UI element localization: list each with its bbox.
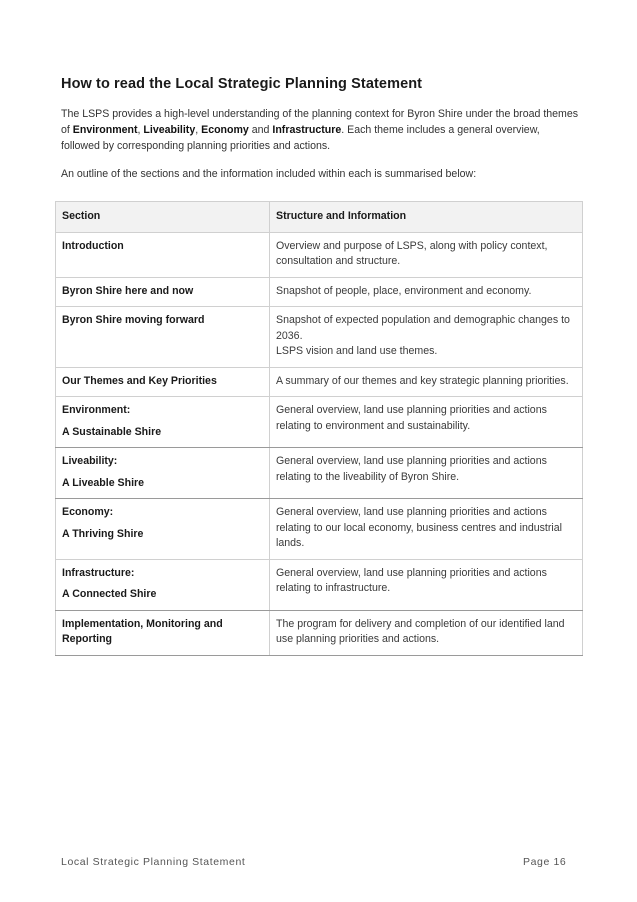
theme-environment: Environment: [72, 124, 138, 136]
intro-sep-1: ,: [137, 124, 144, 136]
row-section: Introduction: [56, 232, 270, 277]
row-info: General overview, land use planning priorities and actions relating to infrastructure.: [270, 559, 583, 610]
row-section: [56, 499, 270, 560]
row-section: Implementation, Monitoring and Reporting: [56, 610, 270, 655]
intro-text-end: . Each theme includes a general overview, followed by corresponding planning priorities and actions.: [61, 124, 540, 152]
table-row: [56, 277, 583, 307]
table-row: [56, 307, 583, 368]
row-info: A summary of our themes and key strategic planning priorities.: [270, 367, 583, 397]
row-info: Snapshot of people, place, environment and economy.: [270, 277, 583, 307]
row-section-title: Economy:: [62, 506, 114, 518]
row-info: General overview, land use planning priorities and actions relating to the liveability of Byron Shire.: [270, 448, 583, 499]
table-row: [56, 610, 583, 655]
theme-liveability: Liveability: [143, 124, 196, 136]
intro-sep-2: ,: [195, 124, 202, 136]
theme-economy: Economy: [201, 124, 249, 136]
row-section: Byron Shire here and now: [56, 277, 270, 307]
row-info-line-1: Snapshot of expected population and demographic changes to 2036.: [276, 314, 570, 342]
row-section: [56, 448, 270, 499]
sections-table: [55, 201, 583, 656]
row-section-subtitle: A Thriving Shire: [62, 527, 144, 540]
footer-page-number: Page 16: [523, 856, 567, 868]
footer-document-title: Local Strategic Planning Statement: [61, 856, 246, 868]
intro-text-start: The LSPS provides a high-level understanding of the planning context for Byron Shire under the broad themes of: [61, 108, 579, 136]
row-section-subtitle: A Liveable Shire: [62, 476, 145, 489]
outline-paragraph: An outline of the sections and the information included within each is summarised below:: [61, 168, 477, 180]
row-section-title: Environment:: [62, 404, 131, 416]
table-row: [56, 397, 583, 448]
intro-sep-3: and: [248, 124, 273, 136]
header-section: Section: [56, 202, 270, 233]
row-info: Overview and purpose of LSPS, along with policy context, consultation and structure.: [270, 232, 583, 277]
row-section-subtitle: A Sustainable Shire: [62, 425, 162, 438]
table-header-row: [56, 202, 583, 233]
row-section-subtitle: A Connected Shire: [62, 588, 157, 600]
row-section-title: Infrastructure:: [62, 566, 135, 579]
table-row: [56, 232, 583, 277]
row-info: [270, 307, 583, 368]
table-row: [56, 367, 583, 397]
row-section: Byron Shire moving forward: [56, 307, 270, 368]
table-row: [56, 499, 583, 560]
row-section: [56, 397, 270, 448]
row-info: General overview, land use planning priorities and actions relating to our local economy, business centres and industrial lands.: [270, 499, 583, 560]
row-section: [56, 559, 270, 610]
row-info: The program for delivery and completion of our identified land use planning priorities and actions.: [270, 610, 583, 655]
header-structure-info: Structure and Information: [270, 202, 583, 233]
row-section: Our Themes and Key Priorities: [56, 367, 270, 397]
intro-paragraph: [61, 106, 581, 154]
page-title: How to read the Local Strategic Planning Statement: [61, 76, 423, 92]
row-section-title: Liveability:: [62, 455, 118, 467]
theme-infrastructure: Infrastructure: [272, 124, 342, 136]
table-row: [56, 559, 583, 610]
row-info: General overview, land use planning priorities and actions relating to environment and sustainability.: [270, 397, 583, 448]
table-row: [56, 448, 583, 499]
row-info-line-2: LSPS vision and land use themes.: [276, 345, 438, 357]
